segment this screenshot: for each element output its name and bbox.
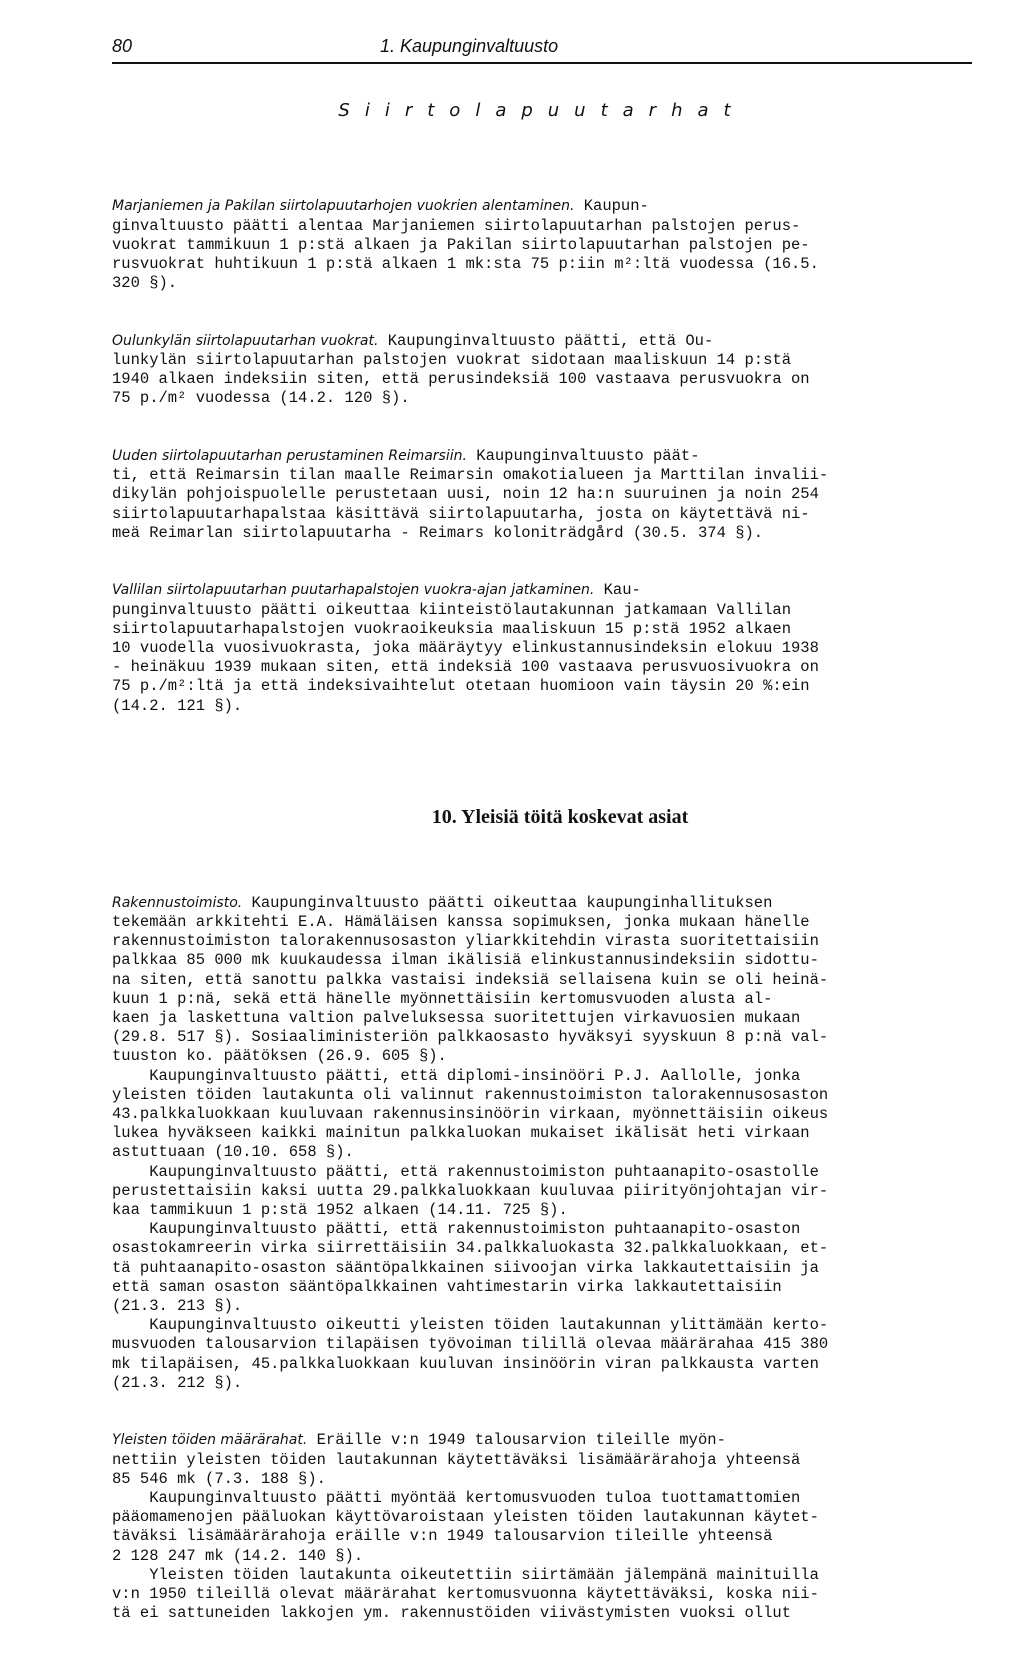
- paragraph-lead: Yleisten töiden määrärahat.: [112, 1432, 308, 1449]
- section-siirtolapuutarhat-body: [112, 159, 972, 754]
- paragraph-lead: Marjaniemen ja Pakilan siirtolapuutarhojen vuokrien alentaminen.: [112, 198, 575, 215]
- paragraph-text: Kaupunginvaltuusto päätti oikeuttaa kaupunginhallituksen tekemään arkkitehti E.A. Hämäläisen kanssa sopimuksen, jonka mukaan hänelle rakennustoimiston talorakennusosaston yliarkkitehdin virasta suoritettaisiin palkkaa 85 000 mk kuukaudessa ilman ikälisiä elinkustannusindeksiin sidottu- na siten, että sanottu palkka vastaisi indeksiä sellaisena kuin se oli heinä- kuun 1 p:nä, sekä että hänelle myönnettäisiin kertomusvuoden alusta al- kaen ja laskettuna valtion palveluksessa suoritettujen virkavuosien mukaan (29.8. 517 §). Sosiaaliministeriön palkkaosasto hyväksyi syyskuun 8 p:nä val- tuuston ko. päätöksen (26.9. 605 §). Kaupunginvaltuusto päätti, että diplomi-insinööri P.J. Aallolle, jonka yleisten töiden lautakunta oli valinnut rakennustoimiston talorakennusosaston 43.palkkaluokkaan kuuluvaan rakennusinsinöörin virkaan, myönnettäisiin oikeus lukea hyväkseen kaikki mainitun palkkaluokan mukaiset ikälisät heti virkaan astuttuaan (10.10. 658 §). Kaupunginvaltuusto päätti, että rakennustoimiston puhtaanapito-osastolle perustettaisiin kaksi uutta 29.palkkaluokkaan kuuluvaa piirityönjohtajan vir- kaa tammikuun 1 p:stä 1952 alkaen (14.11. 725 §). Kaupunginvaltuusto päätti, että rakennustoimiston puhtaanapito-osaston osastokamreerin virka siirrettäisiin 34.palkkaluokasta 32.palkkaluokkaan, et- tä puhtaanapito-osaston sääntöpalkkainen siivoojan virka lakkautettaisiin ja että saman osaston sääntöpalkkainen vahtimestarin virka lakkautettaisiin (21.3. 213 §). Kaupunginvaltuusto oikeutti yleisten töiden lautakunnan ylittämään kerto- musvuoden talousarvion tilapäisen työvoiman tilillä olevaa määrärahaa 415 380 mk tilapäisen, 45.palkkaluokkaan kuuluvan insinöörin viran palkkausta varten (21.3. 212 §).: [112, 893, 829, 1392]
- paragraph-lead: Uuden siirtolapuutarhan perustaminen Reimarsiin.: [112, 448, 467, 465]
- page-number: 80: [112, 36, 133, 56]
- section-heading: 10. Yleisiä töitä koskevat asiat: [431, 806, 689, 829]
- paragraph-text: Eräille v:n 1949 talousarvion tileille myön- nettiin yleisten töiden lautakunnan käytettäväksi lisämäärärahoja yhteensä 85 546 mk (7.3. 188 §). Kaupunginvaltuusto päätti myöntää kertomusvuoden tuloa tuottamattomien pääomamenojen pääluokan käyttövaroistaan yleisten töiden lautakunnan käytet- täväksi lisämäärärahoja eräille v:n 1949 talousarvion tileille yhteensä 2 128 247 mk (14.2. 140 §). Yleisten töiden lautakunta oikeutettiin siirtämään jälempänä mainituilla v:n 1950 tileillä olevat määrärahat kertomusvuonna käytettäväksi, koska nii- tä ei sattuneiden lakkojen ym. rakennustöiden viivästymisten vuoksi ollut: [112, 1431, 819, 1623]
- paragraph: [112, 447, 972, 543]
- page-header: [112, 36, 972, 64]
- paragraph-lead: Oulunkylän siirtolapuutarhan vuokrat.: [112, 332, 379, 349]
- running-title: 1. Kaupunginvaltuusto: [380, 36, 559, 56]
- paragraph-text: Kaupunginvaltuusto päätti, että Ou- lunkylän siirtolapuutarhan palstojen vuokrat sidotaan maaliskuun 14 p:stä 1940 alkaen indeksiin siten, että perusindeksiä 100 vastaava perusvuokra on 75 p./m² vuodessa (14.2. 120 §).: [112, 331, 810, 408]
- paragraph: [112, 581, 972, 715]
- paragraph: [112, 197, 972, 293]
- paragraph-text: Kaupunginvaltuusto päät- ti, että Reimarsin tilan maalle Reimarsin omakotialueen ja Marttilan invalii- dikylän pohjoispuolelle perustetaan uusi, noin 12 ha:n suuruinen ja noin 254 siirtolapuutarhapalstaa käsittävä siirtolapuutarha, josta on käytettävä ni- meä Reimarlan siirtolapuutarha - Reimars koloniträdgård (30.5. 374 §).: [112, 447, 829, 542]
- document-page: [112, 36, 972, 1662]
- paragraph-lead: Rakennustoimisto.: [112, 894, 243, 911]
- paragraph: [112, 332, 972, 409]
- paragraph: [112, 894, 972, 1393]
- section-yleiset-tyot-body: [112, 855, 972, 1662]
- paragraph-text: Kaupun- ginvaltuusto päätti alentaa Marjaniemen siirtolapuutarhan palstojen perus- vuokrat tammikuun 1 p:stä alkaen ja Pakilan siirtolapuutarhan palstojen pe- rusvuokrat huhtikuun 1 p:stä alkaen 1 mk:sta 75 p:iin m²:ltä vuodessa (16.5. 320 §).: [112, 197, 819, 293]
- section-title: Siirtolapuutarhat: [338, 100, 746, 121]
- paragraph: [112, 1431, 972, 1623]
- paragraph-text: Kau- punginvaltuusto päätti oikeuttaa kiinteistölautakunnan jatkamaan Vallilan siirtolapuutarhapalstojen vuokraoikeuksia maaliskuun 15 p:stä 1952 alkaen 10 vuodella vuosivuokrasta, joka määräytyy elinkustannusindeksin elokuu 1938 - heinäkuu 1939 mukaan siten, että indeksiä 100 vastaava perusvuosivuokra on 75 p./m²:ltä ja että indeksivaihtelut otetaan huomioon vain täysin 20 %:ein (14.2. 121 §).: [112, 581, 819, 715]
- paragraph-lead: Vallilan siirtolapuutarhan puutarhapalstojen vuokra-ajan jatkaminen.: [112, 582, 595, 599]
